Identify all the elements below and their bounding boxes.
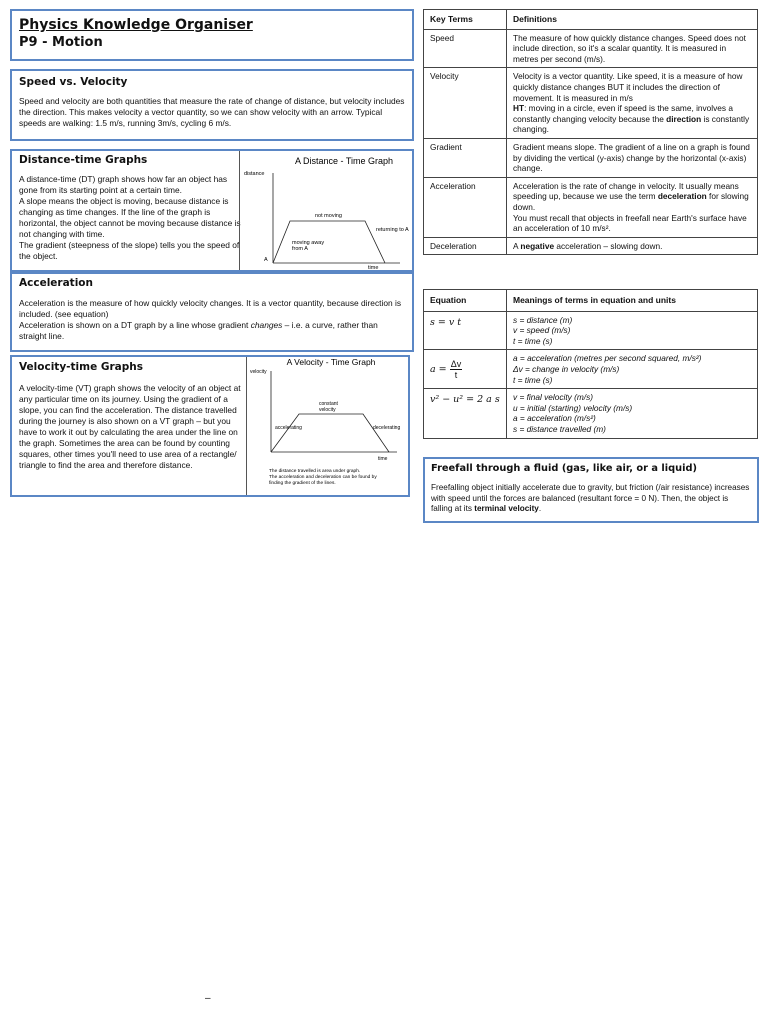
term-acceleration: Acceleration xyxy=(424,177,507,237)
dt-text-2: A slope means the object is moving, because distance is changing as time changes. If the line of the graph is horizontal, the object cannot be moving because distance is not changing with time. xyxy=(19,196,241,239)
dt-graphs-heading: Distance-time Graphs xyxy=(19,154,148,166)
def-acceleration: Acceleration is the rate of change in velocity. It usually means speeding up, because we use the term deceleration for slowing down. You must recall that objects in freefall near Earth's surface have an acceleration of 10 m/s². xyxy=(507,177,758,237)
dt-origin-label: A xyxy=(264,257,268,263)
equation-suvat: v² − u² = 2 a s xyxy=(424,389,507,438)
speed-velocity-heading: Speed vs. Velocity xyxy=(19,76,128,88)
table-row xyxy=(424,177,758,237)
speed-velocity-text: Speed and velocity are both quantities that measure the rate of change of distance, but velocity includes the direction. This makes velocity a vector quantity, so we can show velocity with an arrow. Typical speeds are walking: 1.5 m/s, running 3m/s, cycling 6 m/s. xyxy=(19,96,405,128)
freefall-text: Freefalling object initially accelerate due to gravity, but friction (/air resistance) increases with speed until the forces are balanced (resultant force = 0 N). Then, the object is falling at its terminal velocity. xyxy=(431,483,750,513)
dt-graph-title: A Distance - Time Graph xyxy=(294,156,394,166)
meaning-acceleration: a = acceleration (metres per second squared, m/s²) Δv = change in velocity (m/s) t = time (s) xyxy=(507,350,758,389)
speed-velocity-section xyxy=(10,69,414,141)
acceleration-text-1: Acceleration is the measure of how quickly velocity changes. It is a vector quantity, because direction is included. (see equation) xyxy=(19,298,402,319)
dt-graph-ylabel: distance xyxy=(244,171,265,177)
table-row xyxy=(424,311,758,350)
dt-label-returning: returning to A xyxy=(376,227,409,233)
freefall-heading: Freefall through a fluid (gas, like air, or a liquid) xyxy=(431,463,697,474)
vt-graph-ylabel: velocity xyxy=(250,369,267,375)
vt-graphs-text: A velocity-time (VT) graph shows the velocity of an object at any particular time on its journey. Using the gradient of a slope, you can find the acceleration. The distance travelled during the journey is also shown on a VT graph – but you have to work it out by calculating the area under the line on the graph. Sometimes the area can be found by counting squares, other times you'll need to use area of a rectangle/ triangle to find the area and therefore distance. xyxy=(19,383,241,470)
page-title: Physics Knowledge Organiser xyxy=(19,17,253,33)
def-gradient: Gradient means slope. The gradient of a line on a graph is found by dividing the vertical (y-axis) change by the horizontal (x-axis) change. xyxy=(507,138,758,177)
def-deceleration: A negative acceleration – slowing down. xyxy=(507,237,758,255)
term-deceleration: Deceleration xyxy=(424,237,507,255)
meaning-speed: s = distance (m) v = speed (m/s) t = time (s) xyxy=(507,311,758,350)
key-terms-header xyxy=(424,10,758,30)
distance-time-graph xyxy=(240,151,413,270)
dt-graph-xlabel: time xyxy=(368,265,379,270)
vt-note-3: finding the gradient of the lines. xyxy=(269,481,336,486)
freefall-section xyxy=(423,457,759,523)
dt-label-not-moving: not moving xyxy=(315,213,342,219)
equations-table xyxy=(423,289,758,439)
dt-text-3: The gradient (steepness of the slope) tells you the speed of the object. xyxy=(19,240,240,261)
term-gradient: Gradient xyxy=(424,138,507,177)
equation-speed: s = v t xyxy=(424,311,507,350)
equations-header xyxy=(424,290,758,312)
equations-col-eq: Equation xyxy=(424,290,507,312)
dt-label-moving-away-2: from A xyxy=(292,246,308,252)
meaning-suvat: v = final velocity (m/s) u = initial (starting) velocity (m/s) a = acceleration (m/s²) s = distance travelled (m) xyxy=(507,389,758,438)
vt-graph-panel xyxy=(246,357,409,495)
term-velocity: Velocity xyxy=(424,68,507,139)
table-row xyxy=(424,389,758,438)
acceleration-heading: Acceleration xyxy=(19,277,93,289)
footer-mark: – xyxy=(205,993,211,1004)
vt-note-1: The distance travelled is area under graph. xyxy=(269,469,361,474)
dt-graph-line xyxy=(273,221,385,263)
equation-acceleration: a = $\frac{\Delta v}{t}$ xyxy=(424,350,507,389)
equations-col-meaning: Meanings of terms in equation and units xyxy=(507,290,758,312)
vt-graphs-section xyxy=(10,355,410,497)
acceleration-section xyxy=(10,272,414,352)
vt-graphs-heading: Velocity-time Graphs xyxy=(19,361,143,373)
dt-graphs-section xyxy=(10,149,414,272)
table-row xyxy=(424,68,758,139)
key-terms-col-def: Definitions xyxy=(507,10,758,30)
vt-note-2: The acceleration and deceleration can be found by xyxy=(269,475,377,480)
title-box xyxy=(10,9,414,61)
vt-label-constant-1: constant xyxy=(319,401,338,407)
dt-graph-panel xyxy=(239,151,413,270)
table-row xyxy=(424,237,758,255)
table-row xyxy=(424,29,758,68)
table-row xyxy=(424,138,758,177)
page-subtitle: P9 - Motion xyxy=(19,35,103,50)
dt-label-moving-away-1: moving away xyxy=(292,240,325,246)
term-speed: Speed xyxy=(424,29,507,68)
vt-graph-xlabel: time xyxy=(378,456,388,462)
vt-graph-line xyxy=(271,414,389,452)
vt-label-accelerating: accelerating xyxy=(275,425,302,431)
table-row xyxy=(424,350,758,389)
vt-label-constant-2: velocity xyxy=(319,407,336,413)
velocity-time-graph xyxy=(247,357,409,495)
dt-text-1: A distance-time (DT) graph shows how far an object has gone from its starting point at a certain time. xyxy=(19,174,228,195)
key-terms-table xyxy=(423,9,758,255)
key-terms-col-term: Key Terms xyxy=(424,10,507,30)
def-speed: The measure of how quickly distance changes. Speed does not include direction, so it's a scalar quantity. It is measured in metres per second (m/s). xyxy=(507,29,758,68)
acceleration-text-2: Acceleration is shown on a DT graph by a line whose gradient changes – i.e. a curve, rather than straight line. xyxy=(19,320,378,341)
def-velocity: Velocity is a vector quantity. Like speed, it is a measure of how quickly distance changes BUT it includes the direction of movement. It is measured in m/s HT: moving in a circle, even if speed is the same, involves a constantly changing velocity because the direction is constantly changing. xyxy=(507,68,758,139)
vt-graph-title: A Velocity - Time Graph xyxy=(286,357,376,367)
vt-label-decelerating: decelerating xyxy=(373,425,401,431)
